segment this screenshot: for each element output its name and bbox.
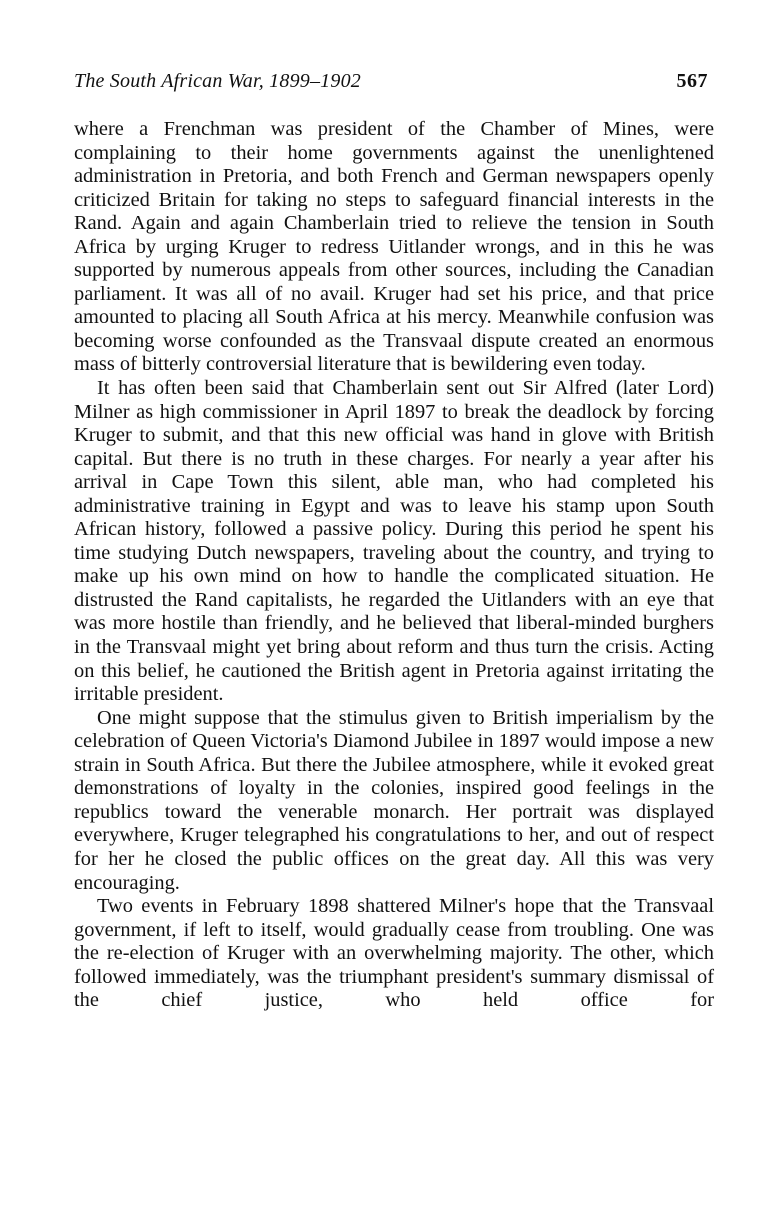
paragraph-1: where a Frenchman was president of the Chamber of Mines, were complaining to their home governments against the unenlightened administration in Pretoria, and both French and German newspapers openly criticized Britain for taking no steps to safeguard financial interests in the Rand. Again and again Chamberlain tried to relieve the tension in South Africa by urging Kruger to redress Uitlander wrongs, and in this he was supported by numerous appeals from other sources, including the Canadian parliament. It was all of no avail. Kruger had set his price, and that price amounted to placing all South Africa at his mercy. Meanwhile confusion was becoming worse confounded as the Transvaal dispute created an enormous mass of bitterly controversial literature that is bewildering even today. (74, 118, 714, 376)
paragraph-4: Two events in February 1898 shattered Milner's hope that the Transvaal government, if left to itself, would gradually cease from troubling. One was the re-election of Kruger with an overwhelming majority. The other, which followed immediately, was the triumphant president's summary dismissal of the chief justice, who held office for (74, 895, 714, 1012)
paragraph-2: It has often been said that Chamberlain sent out Sir Alfred (later Lord) Milner as high commissioner in April 1897 to break the deadlock by forcing Kruger to submit, and that this new official was hand in glove with British capital. But there is no truth in these charges. For nearly a year after his arrival in Cape Town this silent, able man, who had completed his administrative training in Egypt and was to leave his stamp upon South African history, followed a passive policy. During this period he spent his time studying Dutch newspapers, traveling about the country, and trying to make up his own mind on how to handle the complicated situation. He distrusted the Rand capitalists, he regarded the Uitlanders with an eye that was more hostile than friendly, and he believed that liberal-minded burghers in the Transvaal might yet bring about reform and thus turn the crisis. Acting on this belief, he cautioned the British agent in Pretoria against irritating the irritable president. (74, 377, 714, 706)
body-text (74, 118, 714, 1013)
running-head (74, 70, 714, 106)
book-page (74, 70, 714, 1013)
page-number: 567 (676, 70, 708, 92)
running-title: The South African War, 1899–1902 (74, 70, 361, 92)
paragraph-3: One might suppose that the stimulus given to British imperialism by the celebration of Queen Victoria's Diamond Jubilee in 1897 would impose a new strain in South Africa. But there the Jubilee atmosphere, while it evoked great demonstrations of loyalty in the colonies, inspired good feelings in the republics toward the venerable monarch. Her portrait was displayed everywhere, Kruger telegraphed his congratulations to her, and out of respect for her he closed the public offices on the great day. All this was very encouraging. (74, 706, 714, 894)
